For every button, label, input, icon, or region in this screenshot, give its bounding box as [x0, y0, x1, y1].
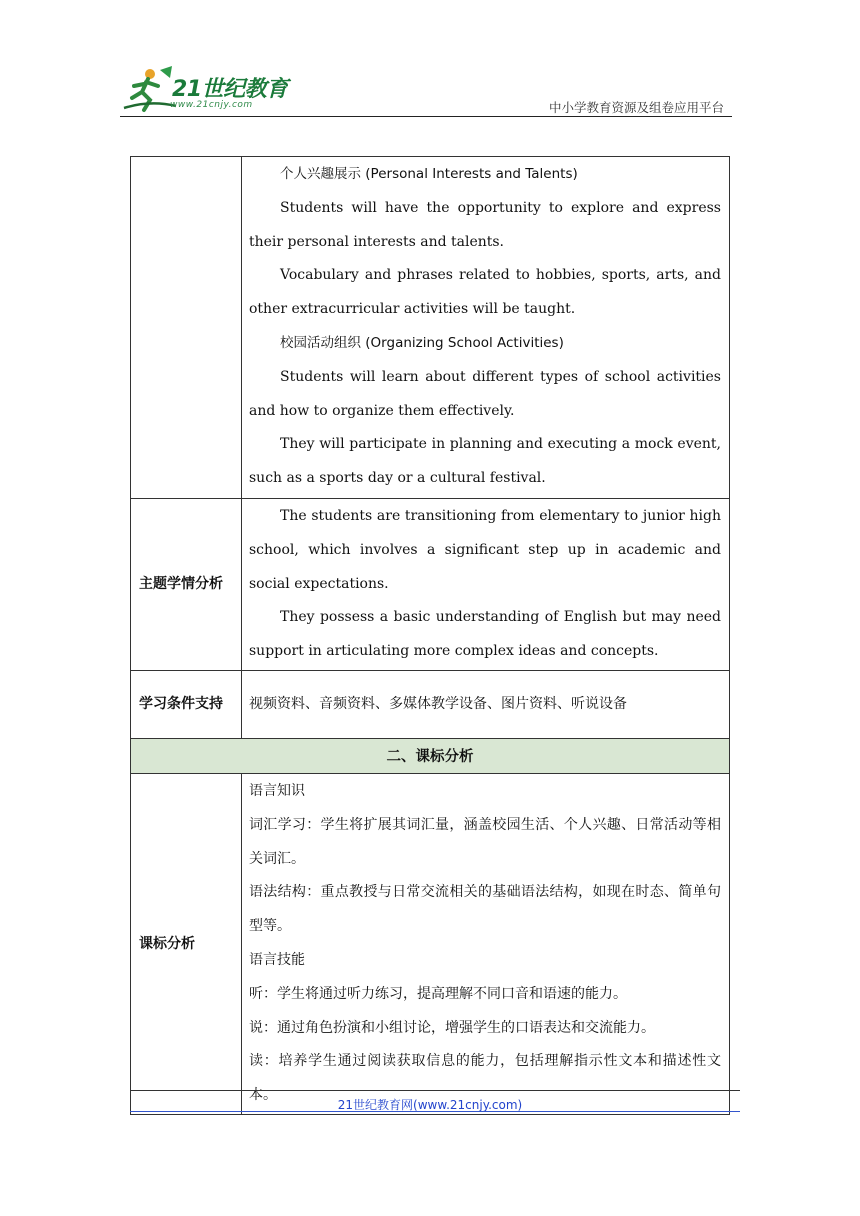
content-line: They possess a basic understanding of English but may need support in articulating more complex ideas and concepts.	[249, 609, 721, 660]
row-content: 视频资料、音频资料、多媒体教学设备、图片资料、听说设备	[242, 670, 730, 738]
content-line: 个人兴趣展示 (Personal Interests and Talents)	[280, 166, 578, 182]
footer-link[interactable]: 21世纪教育网(www.21cnjy.com)	[337, 1098, 523, 1112]
row-content	[242, 773, 730, 1114]
content-line: Students will have the opportunity to explore and express their personal interests and talents.	[249, 199, 721, 250]
logo-text: 21世纪教育	[172, 77, 288, 102]
content-line: 语法结构：重点教授与日常交流相关的基础语法结构，如现在时态、简单句型等。	[249, 884, 721, 935]
site-logo	[120, 62, 300, 114]
footer-underline	[130, 1111, 740, 1112]
content-line: 校园活动组织 (Organizing School Activities)	[280, 334, 564, 351]
row-label: 学习条件支持	[131, 670, 242, 738]
row-content	[242, 498, 730, 670]
content-line: 听：学生将通过听力练习，提高理解不同口音和语速的能力。	[249, 985, 627, 1002]
content-line: The students are transitioning from elementary to junior high school, which involves a significant step up in academic and social expectations.	[249, 507, 721, 592]
row-label: 主题学情分析	[131, 498, 242, 670]
footer-divider	[130, 1090, 740, 1091]
content-line: 说：通过角色扮演和小组讨论，增强学生的口语表达和交流能力。	[249, 1019, 655, 1036]
logo-url: www.21cnjy.com	[170, 100, 253, 110]
header-divider	[120, 116, 732, 117]
table-row	[131, 157, 730, 499]
content-line: Students will learn about different types of school activities and how to organize them effectively.	[249, 368, 721, 419]
section-header-row	[131, 738, 730, 773]
content-line: 读：培养学生通过阅读获取信息的能力，包括理解指示性文本和描述性文本。	[249, 1053, 721, 1104]
table-row	[131, 670, 730, 738]
lesson-plan-table	[130, 156, 730, 1115]
table-row	[131, 773, 730, 1114]
section-title: 二、课标分析	[131, 738, 730, 773]
content-line: 语言知识	[249, 782, 305, 799]
row-label	[131, 157, 242, 499]
page-header	[120, 62, 732, 118]
content-line: Vocabulary and phrases related to hobbies, sports, arts, and other extracurricular activities will be taught.	[249, 267, 721, 318]
content-line: 词汇学习：学生将扩展其词汇量，涵盖校园生活、个人兴趣、日常活动等相关词汇。	[249, 816, 721, 867]
platform-slogan: 中小学教育资源及组卷应用平台	[548, 100, 724, 115]
content-line: 语言技能	[249, 951, 305, 968]
content-line: They will participate in planning and executing a mock event, such as a sports day or a cultural festival.	[249, 436, 721, 487]
table-row	[131, 498, 730, 670]
row-content	[242, 157, 730, 499]
row-label: 课标分析	[131, 773, 242, 1114]
